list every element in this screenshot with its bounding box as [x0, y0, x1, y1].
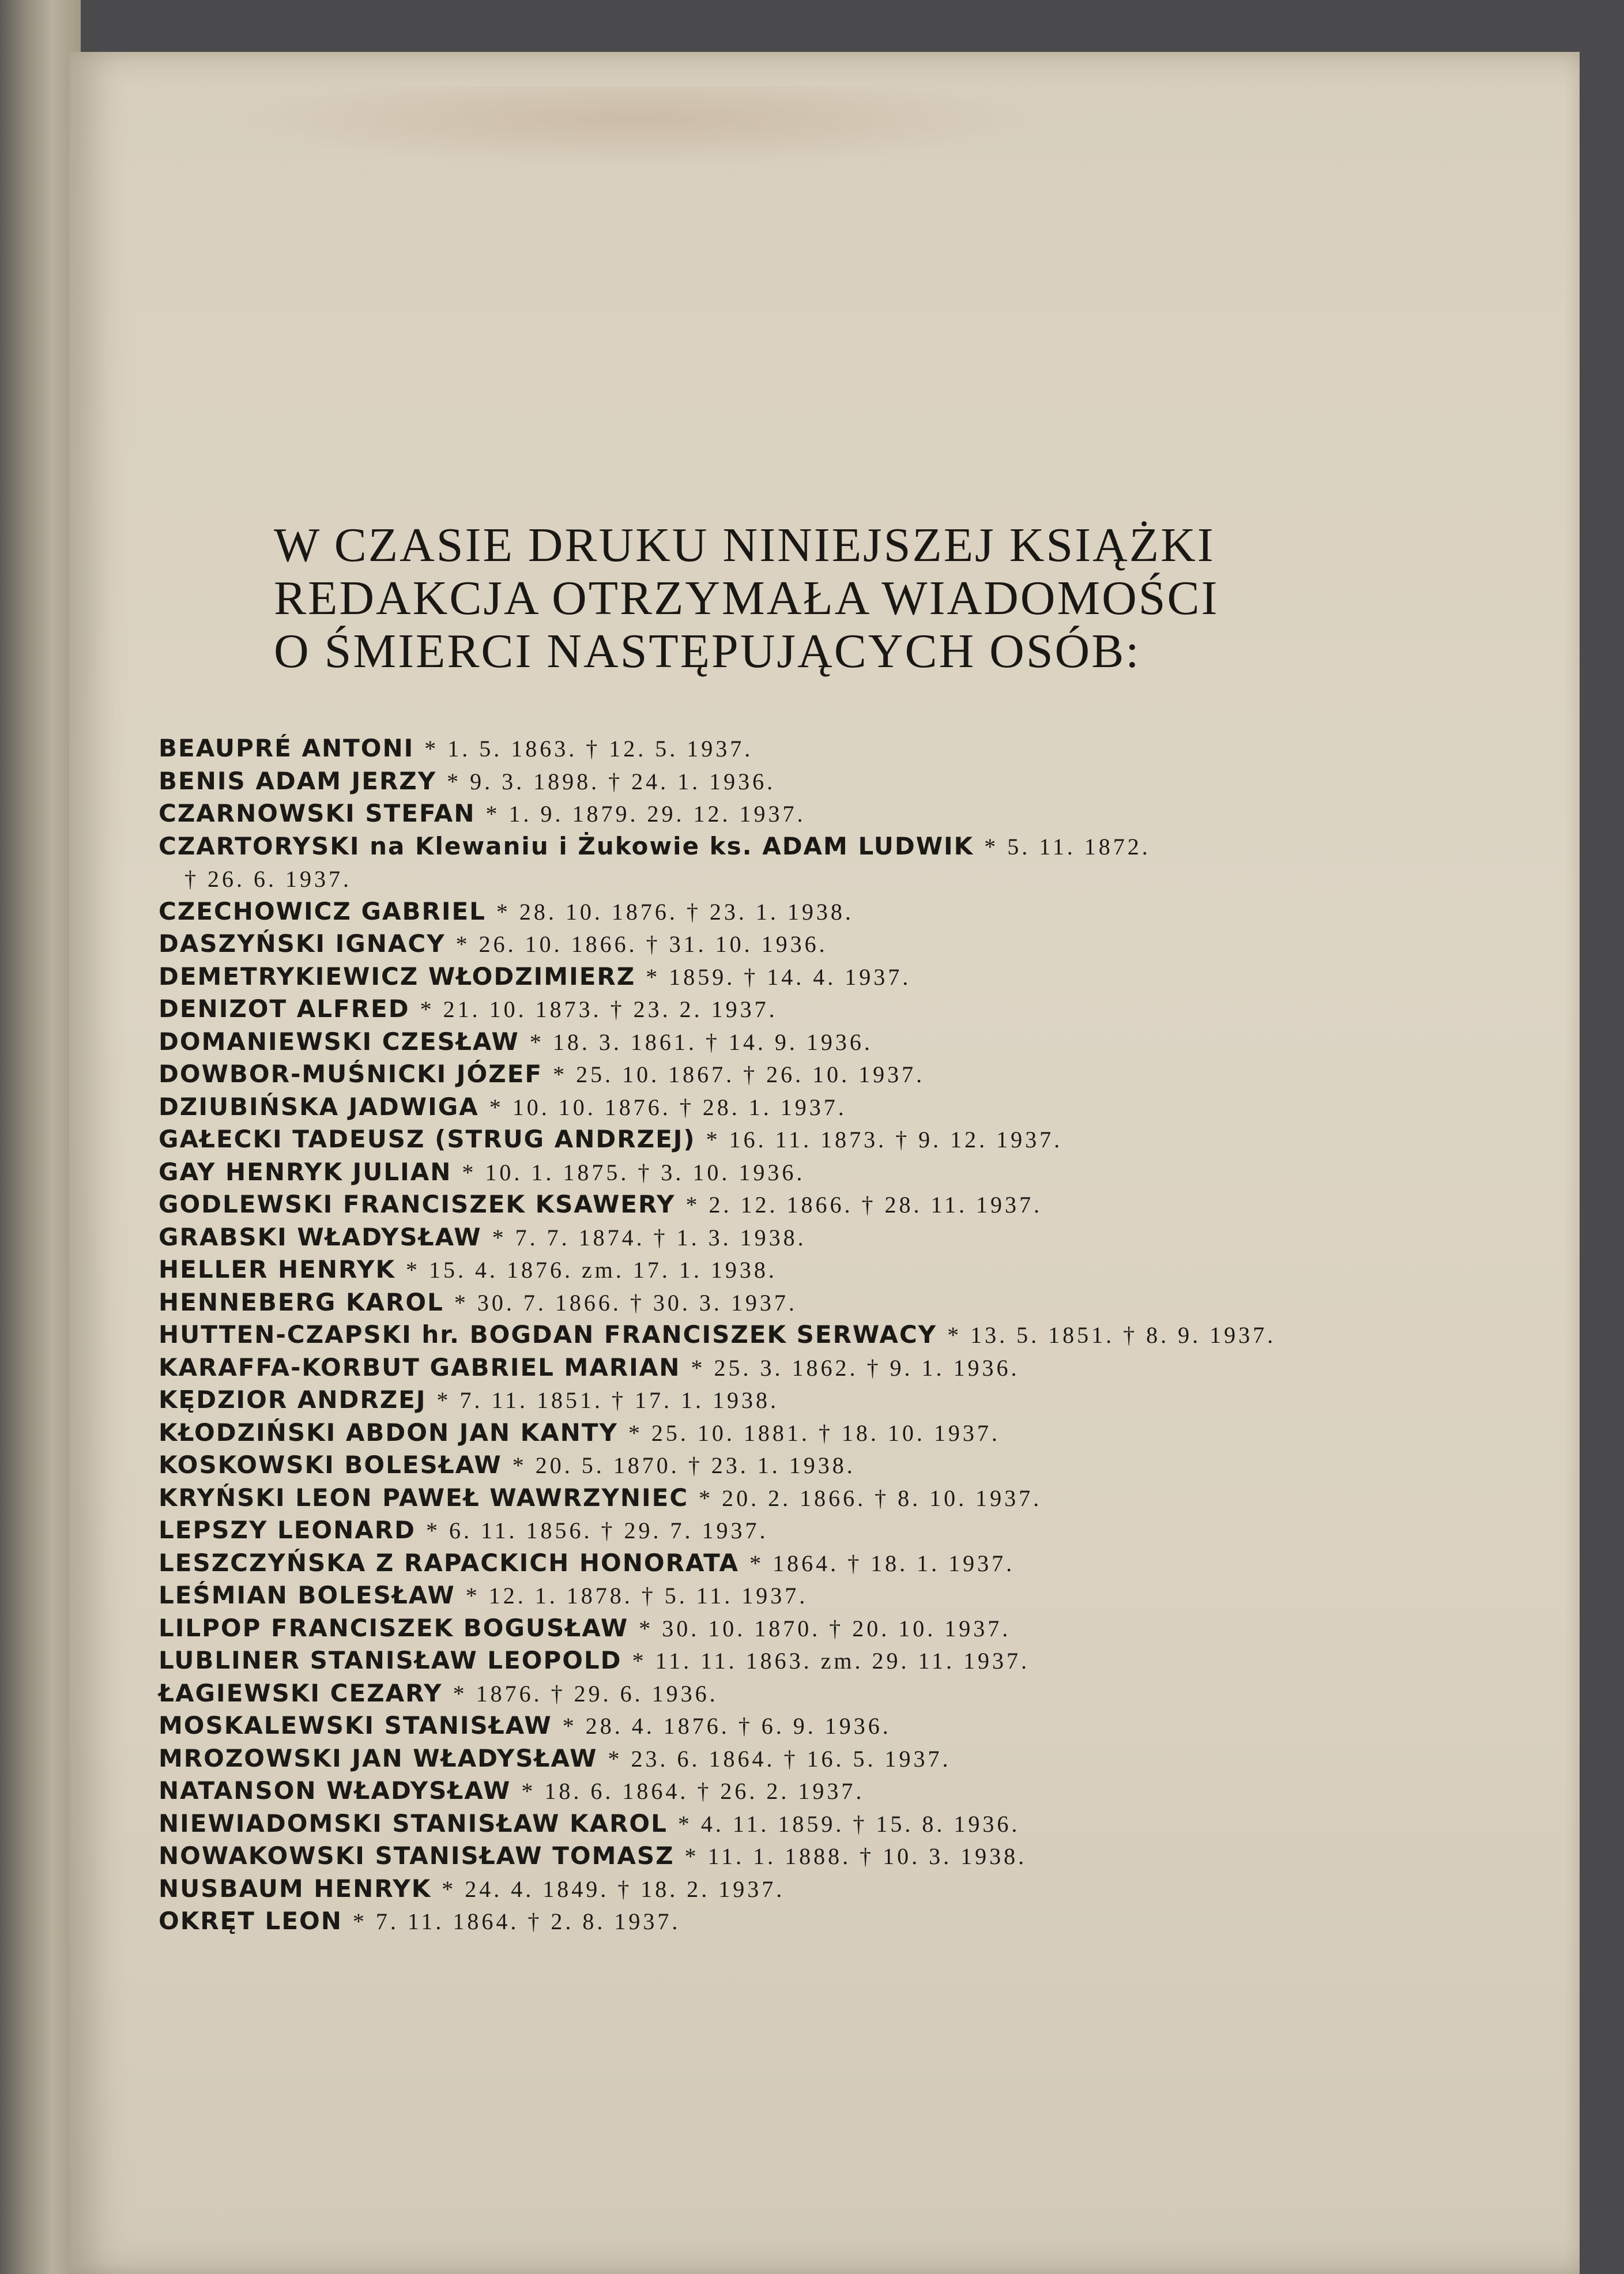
entry-dates: * 18. 3. 1861. † 14. 9. 1936.	[529, 1029, 873, 1055]
list-item	[159, 830, 1398, 863]
entry-name: GRABSKI WŁADYSŁAW	[159, 1222, 482, 1251]
list-item	[159, 1188, 1398, 1221]
entry-name: MROZOWSKI JAN WŁADYSŁAW	[159, 1744, 598, 1772]
entry-name: KRYŃSKI LEON PAWEŁ WAWRZYNIEC	[159, 1483, 689, 1512]
entry-dates: * 25. 3. 1862. † 9. 1. 1936.	[691, 1354, 1020, 1381]
list-item	[159, 993, 1398, 1026]
entry-name: DOMANIEWSKI CZESŁAW	[159, 1027, 519, 1056]
book-spine-edge	[0, 0, 81, 2274]
list-item	[159, 1026, 1398, 1059]
entry-name: NIEWIADOMSKI STANISŁAW KAROL	[159, 1809, 668, 1838]
entry-name: DZIUBIŃSKA JADWIGA	[159, 1092, 479, 1121]
page-heading	[274, 519, 1265, 678]
entry-dates: * 25. 10. 1881. † 18. 10. 1937.	[628, 1420, 1000, 1446]
list-item	[159, 1253, 1398, 1286]
entry-dates: * 28. 4. 1876. † 6. 9. 1936.	[562, 1713, 891, 1739]
entry-dates: * 13. 5. 1851. † 8. 9. 1937.	[947, 1322, 1276, 1348]
entry-dates: * 15. 4. 1876. zm. 17. 1. 1938.	[406, 1257, 777, 1283]
entry-name: HUTTEN-CZAPSKI hr. BOGDAN FRANCISZEK SERWACY	[159, 1320, 937, 1349]
entry-name: BENIS ADAM JERZY	[159, 766, 437, 795]
entry-name: BEAUPRÉ ANTONI	[159, 734, 415, 762]
list-item	[159, 1840, 1398, 1873]
entry-dates: * 30. 7. 1866. † 30. 3. 1937.	[454, 1289, 797, 1316]
list-item	[159, 1612, 1398, 1645]
entry-dates: † 26. 6. 1937.	[184, 866, 352, 892]
entry-name: GAŁECKI TADEUSZ (STRUG ANDRZEJ)	[159, 1125, 696, 1153]
entry-name: GAY HENRYK JULIAN	[159, 1157, 452, 1186]
entry-name: LUBLINER STANISŁAW LEOPOLD	[159, 1646, 622, 1674]
entry-name: HENNEBERG KAROL	[159, 1287, 444, 1316]
entry-name: NOWAKOWSKI STANISŁAW TOMASZ	[159, 1842, 675, 1870]
heading-line-2: REDAKCJA OTRZYMAŁA WIADOMOŚCI	[274, 571, 1219, 625]
entry-dates: * 7. 7. 1874. † 1. 3. 1938.	[492, 1224, 807, 1251]
entry-dates: * 4. 11. 1859. † 15. 8. 1936.	[677, 1810, 1020, 1837]
entry-name: GODLEWSKI FRANCISZEK KSAWERY	[159, 1190, 676, 1218]
entry-dates: * 23. 6. 1864. † 16. 5. 1937.	[608, 1745, 951, 1772]
list-item	[159, 1677, 1398, 1710]
entry-name: KARAFFA-KORBUT GABRIEL MARIAN	[159, 1353, 681, 1381]
entry-dates: * 11. 1. 1888. † 10. 3. 1938.	[684, 1843, 1027, 1869]
list-item	[159, 1775, 1398, 1808]
entry-name: CZECHOWICZ GABRIEL	[159, 897, 486, 925]
heading-line-1: W CZASIE DRUKU NINIEJSZEJ KSIĄŻKI	[274, 518, 1215, 572]
entry-dates: * 16. 11. 1873. † 9. 12. 1937.	[706, 1127, 1063, 1153]
entry-name: DENIZOT ALFRED	[159, 995, 410, 1023]
list-item	[159, 1286, 1398, 1319]
entry-dates: * 5. 11. 1872.	[984, 833, 1151, 860]
list-item	[159, 1417, 1398, 1450]
list-item	[159, 1091, 1398, 1124]
list-item	[159, 765, 1398, 798]
entry-dates: * 28. 10. 1876. † 23. 1. 1938.	[496, 898, 854, 925]
entry-name: DOWBOR-MUŚNICKI JÓZEF	[159, 1060, 543, 1088]
entry-name: NUSBAUM HENRYK	[159, 1874, 432, 1903]
entry-name: KOSKOWSKI BOLESŁAW	[159, 1451, 502, 1479]
entry-dates: * 26. 10. 1866. † 31. 10. 1936.	[455, 931, 828, 957]
list-item	[159, 1058, 1398, 1091]
list-item	[159, 1547, 1398, 1580]
list-item	[159, 1808, 1398, 1840]
entry-name: LILPOP FRANCISZEK BOGUSŁAW	[159, 1613, 629, 1642]
list-item	[159, 1351, 1398, 1384]
entry-dates: * 11. 11. 1863. zm. 29. 11. 1937.	[632, 1648, 1030, 1674]
entry-name: CZARNOWSKI STEFAN	[159, 799, 476, 827]
entry-dates: * 20. 5. 1870. † 23. 1. 1938.	[512, 1452, 856, 1478]
list-item-continuation	[159, 863, 1398, 895]
list-item	[159, 1319, 1398, 1351]
entry-name: LEŚMIAN BOLESŁAW	[159, 1581, 455, 1609]
list-item	[159, 1644, 1398, 1677]
entry-dates: * 1859. † 14. 4. 1937.	[646, 963, 911, 990]
entry-name: MOSKALEWSKI STANISŁAW	[159, 1711, 552, 1740]
entry-name: CZARTORYSKI na Klewaniu i Żukowie ks. ADAM LUDWIK	[159, 831, 974, 860]
entry-dates: * 30. 10. 1870. † 20. 10. 1937.	[639, 1615, 1011, 1642]
entry-name: LESZCZYŃSKA Z RAPACKICH HONORATA	[159, 1548, 740, 1577]
list-item	[159, 1710, 1398, 1742]
entry-dates: * 1864. † 18. 1. 1937.	[749, 1550, 1015, 1576]
list-item	[159, 797, 1398, 830]
entry-name: NATANSON WŁADYSŁAW	[159, 1776, 511, 1805]
list-item	[159, 1156, 1398, 1189]
list-item	[159, 732, 1398, 765]
list-item	[159, 961, 1398, 993]
list-item	[159, 1742, 1398, 1775]
list-item	[159, 1514, 1398, 1547]
list-item	[159, 1449, 1398, 1482]
entry-name: DASZYŃSKI IGNACY	[159, 929, 446, 958]
list-item	[159, 1384, 1398, 1417]
entry-dates: * 25. 10. 1867. † 26. 10. 1937.	[553, 1061, 925, 1087]
list-item	[159, 895, 1398, 928]
entry-dates: * 1876. † 29. 6. 1936.	[453, 1680, 718, 1707]
entry-dates: * 6. 11. 1856. † 29. 7. 1937.	[426, 1518, 768, 1543]
list-item	[159, 1579, 1398, 1612]
entry-name: DEMETRYKIEWICZ WŁODZIMIERZ	[159, 962, 636, 991]
entry-dates: * 1. 5. 1863. † 12. 5. 1937.	[424, 736, 753, 762]
entry-dates: * 12. 1. 1878. † 5. 11. 1937.	[465, 1583, 808, 1609]
entry-name: OKRĘT LEON	[159, 1907, 342, 1935]
list-item	[159, 1482, 1398, 1515]
entry-dates: * 2. 12. 1866. † 28. 11. 1937.	[685, 1192, 1042, 1218]
entry-dates: * 18. 6. 1864. † 26. 2. 1937.	[521, 1778, 865, 1804]
entry-dates: * 24. 4. 1849. † 18. 2. 1937.	[442, 1876, 785, 1902]
entry-dates: * 10. 10. 1876. † 28. 1. 1937.	[489, 1094, 847, 1120]
entry-name: KŁODZIŃSKI ABDON JAN KANTY	[159, 1418, 618, 1447]
page-stain	[219, 86, 1055, 167]
entry-dates: * 9. 3. 1898. † 24. 1. 1936.	[447, 768, 776, 795]
entry-name: LEPSZY LEONARD	[159, 1516, 416, 1544]
heading-line-3: O ŚMIERCI NASTĘPUJĄCYCH OSÓB:	[274, 624, 1141, 678]
entry-dates: * 21. 10. 1873. † 23. 2. 1937.	[420, 996, 778, 1022]
entry-dates: * 1. 9. 1879. 29. 12. 1937.	[485, 801, 806, 827]
list-item	[159, 1905, 1398, 1938]
list-item	[159, 1123, 1398, 1156]
entry-name: KĘDZIOR ANDRZEJ	[159, 1386, 427, 1414]
entry-dates: * 20. 2. 1866. † 8. 10. 1937.	[699, 1485, 1042, 1511]
list-item	[159, 1873, 1398, 1906]
list-item	[159, 1221, 1398, 1254]
entry-dates: * 7. 11. 1864. † 2. 8. 1937.	[352, 1908, 681, 1934]
entry-name: ŁAGIEWSKI CEZARY	[159, 1678, 443, 1707]
entry-dates: * 7. 11. 1851. † 17. 1. 1938.	[436, 1387, 779, 1413]
entry-dates: * 10. 1. 1875. † 3. 10. 1936.	[462, 1159, 805, 1185]
obituary-list	[159, 732, 1398, 1938]
list-item	[159, 928, 1398, 961]
entry-name: HELLER HENRYK	[159, 1255, 396, 1283]
